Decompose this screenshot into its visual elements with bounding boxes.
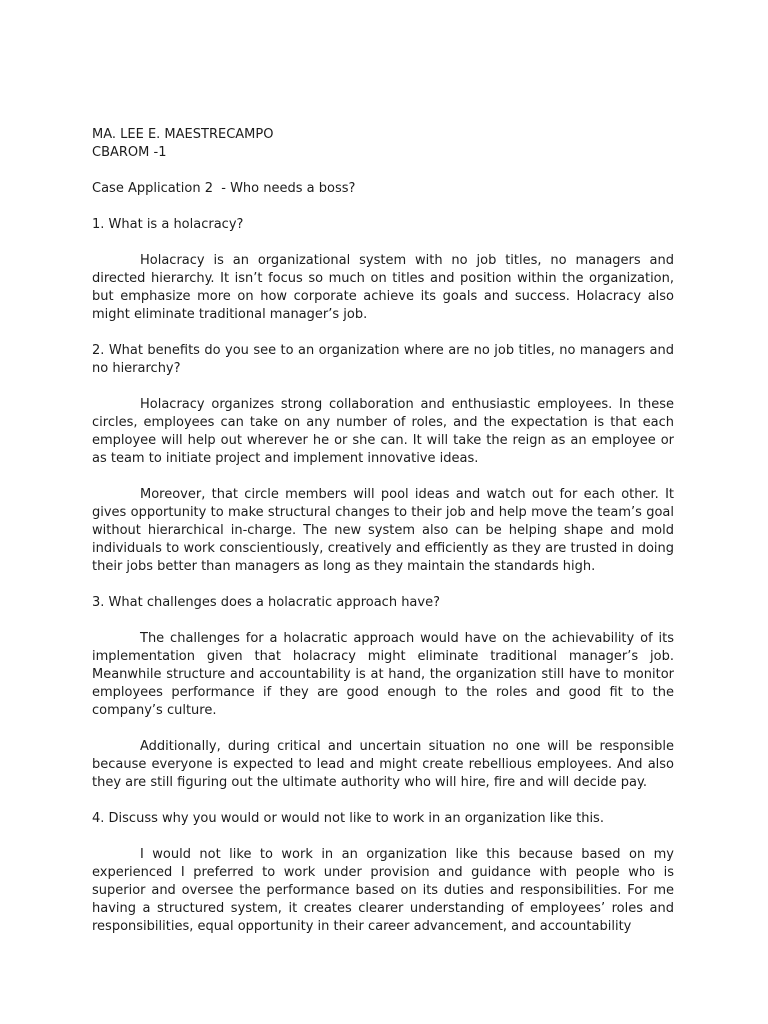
question-3: 3. What challenges does a holacratic approach have?	[92, 595, 440, 610]
question-1: 1. What is a holacracy?	[92, 217, 244, 232]
case-title: Case Application 2 - Who needs a boss?	[92, 181, 356, 196]
answer-2-paragraph-1: Holacracy organizes strong collaboration and enthusiastic employees. In these circles, employees can take on any number of roles, and the expectation is that each employee will help out wherever he or she can. It will take the reign as an employee or as team to initiate project and implement innovative ideas.	[92, 397, 674, 466]
document-page	[92, 126, 674, 936]
course-code: CBAROM -1	[92, 145, 167, 160]
answer-1-paragraph-1: Holacracy is an organizational system with no job titles, no managers and directed hierarchy. It isn’t focus so much on titles and position within the organization, but emphasize more on how corporate achieve its goals and success. Holacracy also might eliminate traditional manager’s job.	[92, 253, 674, 322]
answer-2-paragraph-2: Moreover, that circle members will pool ideas and watch out for each other. It gives opportunity to make structural changes to their job and help move the team’s goal without hierarchical in-charge. The new system also can be helping shape and mold individuals to work conscientiously, creatively and efficiently as they are trusted in doing their jobs better than managers as long as they maintain the standards high.	[92, 487, 674, 574]
question-4: 4. Discuss why you would or would not like to work in an organization like this.	[92, 811, 604, 826]
question-2: 2. What benefits do you see to an organization where are no job titles, no managers and no hierarchy?	[92, 343, 674, 376]
answer-4-paragraph-1: I would not like to work in an organization like this because based on my experienced I preferred to work under provision and guidance with people who is superior and oversee the performance based on its duties and responsibilities. For me having a structured system, it creates clearer understanding of employees’ roles and responsibilities, equal opportunity in their career advancement, and accountability	[92, 847, 674, 934]
answer-3-paragraph-2: Additionally, during critical and uncertain situation no one will be responsible because everyone is expected to lead and might create rebellious employees. And also they are still figuring out the ultimate authority who will hire, fire and will decide pay.	[92, 739, 674, 790]
answer-3-paragraph-1: The challenges for a holacratic approach would have on the achievability of its implementation given that holacracy might eliminate traditional manager’s job. Meanwhile structure and accountability is at hand, the organization still have to monitor employees performance if they are good enough to the roles and good fit to the company’s culture.	[92, 631, 674, 718]
author-name: MA. LEE E. MAESTRECAMPO	[92, 127, 274, 142]
